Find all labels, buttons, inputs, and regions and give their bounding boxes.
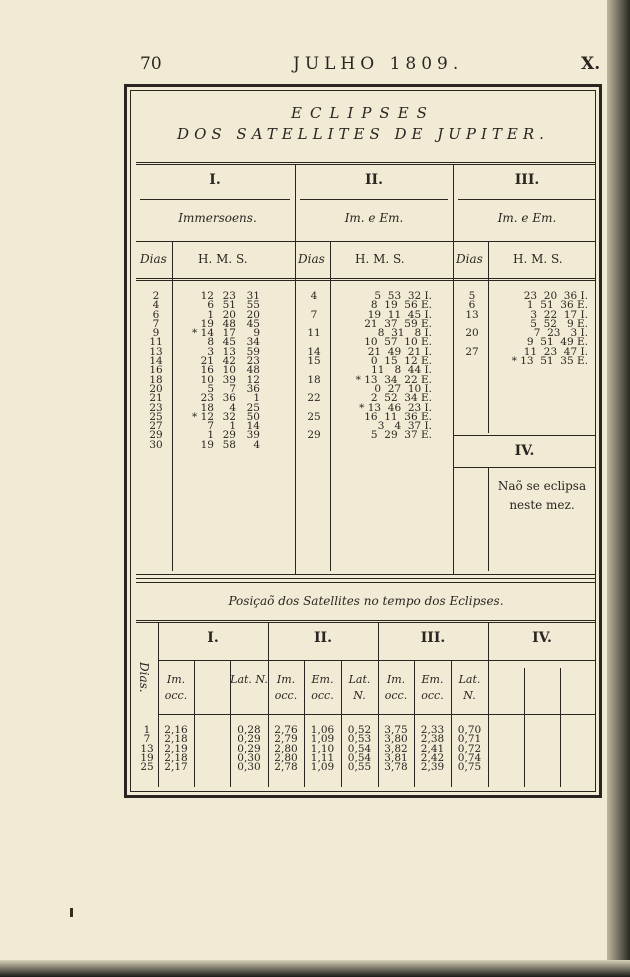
table-cell: 8 (207, 336, 214, 349)
table-cell: 14 (149, 355, 163, 368)
table-cell: 7 (207, 420, 214, 433)
table-cell: 36 (246, 382, 260, 395)
table-cell: 16 (200, 364, 214, 377)
table-cell: 20 (222, 308, 236, 321)
table-cell: 10 (200, 373, 214, 386)
table-cell: 4 (152, 299, 160, 312)
table-cell: 1 (207, 429, 214, 442)
table-cell: 0,53 (347, 733, 372, 746)
table-cell: 59 (246, 345, 260, 358)
table-cell: 29 (149, 429, 163, 442)
table-cell: 2,39 (420, 761, 445, 774)
table-cell: 5 53 32 I. (374, 290, 432, 302)
table-cell: 45 (222, 336, 236, 349)
table-cell: 30 (149, 438, 163, 451)
hms-header-I: H. M. S. (198, 252, 248, 266)
table-cell: 4 (229, 401, 236, 414)
sat-III-dias (456, 292, 488, 366)
satellite-I-label: I. (209, 172, 221, 188)
table-cell: 2,17 (164, 761, 188, 774)
table-cell: 18 (307, 373, 321, 386)
table-cell: 12 (246, 373, 260, 386)
satellite-IV-note: Naõ se eclipsa neste mez. (497, 479, 587, 512)
pos-III-im (378, 726, 414, 772)
table-cell: 5 (207, 382, 214, 395)
table-cell: 2,80 (274, 751, 298, 764)
table-cell: 0,52 (347, 724, 372, 736)
table-cell: 0,74 (457, 751, 482, 764)
table-cell: 23 (246, 355, 260, 368)
table-cell: 16 11 36 E. (364, 410, 432, 423)
table-cell: 34 (246, 336, 260, 349)
table-cell: 18 (200, 401, 214, 414)
table-cell: 21 37 59 E. (364, 317, 432, 330)
sat-II-dias (298, 292, 330, 441)
table-cell: 3,81 (384, 751, 408, 764)
table-cell: 2,19 (164, 742, 188, 755)
pos-II-im (268, 726, 304, 772)
table-cell: 25 (140, 761, 154, 774)
pos-II-lat (341, 726, 378, 772)
table-cell: 13 (140, 742, 154, 755)
hdr-II-im: Im. occ. (274, 673, 298, 702)
table-cell: 4 (310, 290, 318, 302)
table-cell: 1,10 (310, 742, 335, 755)
table-cell: * 12 (192, 410, 214, 423)
dias-header-I: Dias (140, 252, 167, 266)
table-cell: 16 (149, 364, 163, 377)
table-cell: 25 (149, 410, 163, 423)
table-cell: 2,18 (164, 751, 188, 764)
table-cell: 1,09 (310, 761, 335, 774)
table-cell: 2,38 (420, 733, 445, 746)
table-cell: 15 (307, 355, 321, 368)
table-cell: 0,54 (347, 751, 372, 764)
hms-header-II: H. M. S. (355, 252, 405, 266)
table-cell: 7 (229, 382, 236, 395)
table-cell: 0,28 (237, 724, 261, 736)
table-cell: * 13 46 23 I. (359, 401, 432, 414)
table-cell: 0,71 (457, 733, 482, 746)
table-cell: 1,09 (310, 733, 335, 746)
table-cell: 19 (200, 438, 214, 451)
satellite-IV-label: IV. (514, 443, 535, 459)
table-cell: 23 (222, 290, 236, 302)
table-cell: 1,11 (310, 751, 335, 764)
table-cell: 39 (222, 373, 236, 386)
table-cell: 9 51 49 E. (526, 336, 588, 349)
page-number: 70 (140, 54, 162, 74)
table-cell: 2,76 (274, 724, 298, 736)
table-cell: 2,79 (274, 733, 298, 746)
table-cell: 11 23 47 I. (523, 345, 588, 358)
table-cell: 3,78 (384, 761, 408, 774)
table-cell: 0,29 (237, 742, 261, 755)
table-cell: 29 (222, 429, 236, 442)
table-cell: 31 (246, 290, 260, 302)
table-cell: 23 (200, 392, 214, 405)
table-cell: 0,29 (237, 733, 261, 746)
table-cell: 6 (152, 308, 160, 321)
table-cell: 5 (468, 290, 476, 302)
table-cell: 6 (207, 299, 214, 312)
table-cell: 22 (307, 392, 321, 405)
table-cell: 8 31 8 I. (377, 327, 432, 340)
table-cell: 21 (149, 392, 163, 405)
table-cell: * 13 34 22 E. (355, 373, 432, 386)
table-cell: 2,41 (420, 742, 445, 755)
table-cell: 0,30 (237, 751, 261, 764)
table-cell: 1 51 36 E. (526, 299, 588, 312)
table-cell: 0 15 12 E. (370, 355, 432, 368)
table-cell: 51 (222, 299, 236, 312)
sat-III-times (490, 292, 588, 366)
table-cell (456, 357, 488, 366)
table-cell: 19 (140, 751, 154, 764)
table-cell: 27 (149, 420, 163, 433)
section-mark: X. (581, 54, 601, 74)
table-cell: 6 (468, 299, 476, 312)
satellite-I-sub: Immersoens. (178, 211, 257, 225)
table-cell: 3,75 (384, 724, 408, 736)
pos-group-III: III. (420, 630, 446, 646)
table-cell: 20 (149, 382, 163, 395)
hdr-III-im: Im. occ. (384, 673, 408, 702)
table-cell: 1 (253, 392, 260, 405)
table-cell: 13 (465, 308, 479, 321)
table-cell: 3 (207, 345, 214, 358)
page-edge (0, 960, 630, 977)
table-cell: 2,16 (164, 724, 188, 736)
table-cell: 1,06 (310, 724, 335, 736)
table-cell: 3,82 (384, 742, 408, 755)
title-line2: DOS SATELLITES DE JUPITER. (177, 125, 549, 143)
table-cell: 23 (149, 401, 163, 414)
hdr-II-lat: Lat. N. (348, 673, 371, 702)
table-cell: 0,70 (457, 724, 482, 736)
table-cell: 45 (246, 317, 260, 330)
pos-dias (136, 726, 158, 772)
running-title: JULHO 1809. (293, 54, 464, 74)
table-cell: 9 (152, 327, 160, 340)
table-cell: 0 27 10 I. (374, 382, 432, 395)
table-cell: 19 (200, 317, 214, 330)
sat-I-seconds (240, 292, 260, 450)
table-cell: 32 (222, 410, 236, 423)
table-cell: 0,54 (347, 742, 372, 755)
satellite-II-label: II. (365, 172, 383, 188)
hms-header-III: H. M. S. (513, 252, 563, 266)
pos-group-I: I. (207, 630, 219, 646)
table-cell: 39 (246, 429, 260, 442)
table-cell: 55 (246, 299, 260, 312)
table-cell: 7 (143, 733, 151, 746)
sat-I-hours (178, 292, 214, 450)
table-cell: 0,55 (347, 761, 372, 774)
table-cell: 48 (246, 364, 260, 377)
table-cell: 29 (307, 429, 321, 442)
hdr-I-im: Im. occ. (164, 673, 188, 702)
table-cell: 3 4 37 I. (377, 420, 432, 433)
table-cell: 4 (253, 438, 260, 451)
table-cell: 7 (152, 317, 160, 330)
table-cell: 10 57 10 E. (364, 336, 432, 349)
table-cell: 21 49 21 I. (367, 345, 432, 358)
table-cell: 7 (310, 308, 318, 321)
pos-III-em (414, 726, 451, 772)
table-cell: 0,30 (237, 761, 261, 774)
table-cell: 2,78 (274, 761, 298, 774)
table-cell: 3 22 17 I. (530, 308, 588, 321)
positions-dias-label: Dias. (137, 662, 151, 693)
sat-I-dias (140, 292, 172, 450)
table-cell: 2 (152, 290, 160, 302)
pos-group-II: II. (314, 630, 332, 646)
table-cell: 2,33 (420, 724, 445, 736)
table-cell: 25 (246, 401, 260, 414)
pos-II-em (304, 726, 341, 772)
table-cell: 0,72 (457, 742, 482, 755)
table-cell: 20 (246, 308, 260, 321)
table-cell: 14 (246, 420, 260, 433)
table-cell: 1 (229, 420, 236, 433)
table-cell: 8 19 56 E. (370, 299, 432, 312)
table-cell: 9 (253, 327, 260, 340)
satellite-III-label: III. (514, 172, 540, 188)
sat-I-minutes (216, 292, 236, 450)
pos-III-lat (451, 726, 488, 772)
pos-I-lat (230, 726, 268, 772)
table-cell: 50 (246, 410, 260, 423)
table-cell: 19 11 45 I. (367, 308, 432, 321)
table-cell: 1 (143, 724, 151, 736)
table-cell: 17 (222, 327, 236, 340)
table-cell: 18 (149, 373, 163, 386)
table-cell: 2,42 (420, 751, 445, 764)
table-cell: 25 (307, 410, 321, 423)
ink-mark (70, 908, 73, 917)
positions-title: Posiçaõ dos Satellites no tempo dos Eclipses. (228, 594, 504, 608)
table-cell: 2 52 34 E. (370, 392, 432, 405)
table-cell: 23 20 36 I. (523, 290, 588, 302)
table-cell: 36 (222, 392, 236, 405)
table-cell: * 13 51 35 E. (511, 355, 588, 368)
table-cell: 27 (465, 345, 479, 358)
hdr-III-em: Em. occ. (421, 673, 444, 702)
pos-I-im (158, 726, 194, 772)
pos-group-IV: IV. (532, 630, 552, 646)
title-line1: ECLIPSES (291, 104, 435, 122)
dias-header-II: Dias (298, 252, 325, 266)
table-cell: 11 8 44 I. (371, 364, 432, 377)
table-cell: 13 (222, 345, 236, 358)
table-cell: 2,18 (164, 733, 188, 746)
table-cell: 10 (222, 364, 236, 377)
table-cell: 11 (149, 336, 163, 349)
table-cell: 5 29 37 E. (370, 429, 432, 442)
satellite-II-sub: Im. e Em. (344, 211, 404, 225)
table-cell: 58 (222, 438, 236, 451)
table-cell: 21 (200, 355, 214, 368)
sat-II-times (332, 292, 432, 441)
table-cell: 20 (465, 327, 479, 340)
table-cell: 13 (149, 345, 163, 358)
table-cell: 5 52 9 E. (530, 317, 588, 330)
hdr-I-lat: Lat. N. (230, 673, 268, 686)
dias-header-III: Dias (456, 252, 483, 266)
table-cell: 2,80 (274, 742, 298, 755)
book-spine (607, 0, 630, 977)
table-cell: 11 (307, 327, 321, 340)
table-cell: 42 (222, 355, 236, 368)
table-cell: 14 (307, 345, 321, 358)
table-cell: 0,75 (457, 761, 482, 774)
table-cell: 7 23 3 I. (533, 327, 588, 340)
table-cell: * 14 (192, 327, 214, 340)
hdr-II-em: Em. occ. (311, 673, 334, 702)
table-cell: 48 (222, 317, 236, 330)
table-cell: 1 (207, 308, 214, 321)
satellite-III-sub: Im. e Em. (497, 211, 557, 225)
table-cell: 3,80 (384, 733, 408, 746)
table-cell: 12 (200, 290, 214, 302)
hdr-III-lat: Lat. N. (458, 673, 481, 702)
